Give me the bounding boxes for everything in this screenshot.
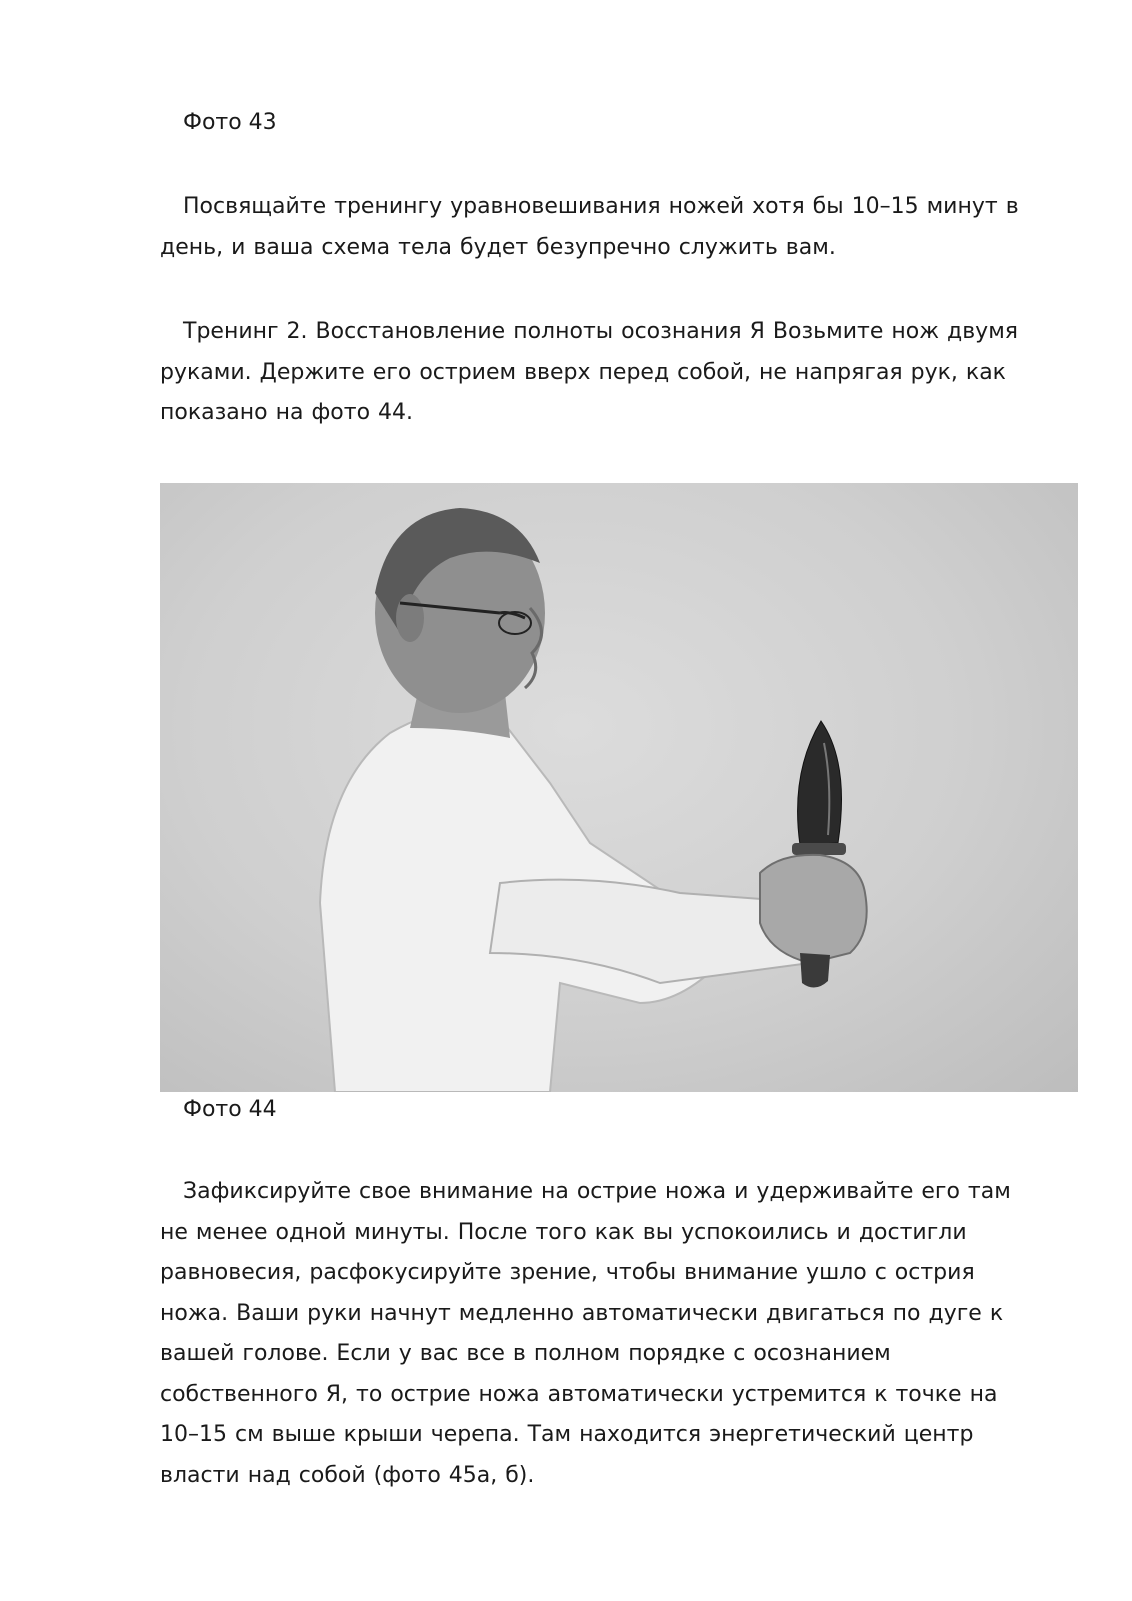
paragraph-training-2: Тренинг 2. Восстановление полноты осознания Я Возьмите нож двумя руками. Держите его острием вверх перед собой, не напрягая рук, как показано на фото 44. <box>160 319 1019 425</box>
paragraph-focus-instructions: Зафиксируйте свое внимание на острие ножа и удерживайте его там не менее одной минуты. После того как вы успокоились и достигли равновесия, расфокусируйте зрение, чтобы внимание ушло с острия ножа. Ваши руки начнут медленно автоматически двигаться по дуге к вашей голове. Если у вас все в полном порядке с осознанием собственного Я, то острие ножа автоматически устремится к точке на 10–15 см выше крыши черепа. Там находится энергетический центр власти над собой (фото 45а, б). <box>160 1179 1011 1488</box>
paragraph-knife-balancing: Посвящайте тренингу уравновешивания ножей хотя бы 10–15 минут в день, и ваша схема тела будет безупречно служить вам. <box>160 194 1019 260</box>
photo-44-image <box>160 483 1078 1092</box>
knife-handle-shape <box>800 953 830 988</box>
knife-guard-shape <box>792 843 846 855</box>
knife-blade-shape <box>798 721 842 845</box>
ear-shape <box>396 594 424 642</box>
hands-shape <box>760 855 867 963</box>
photo-43-caption: Фото 43 <box>183 110 277 135</box>
man-holding-knife-illustration <box>160 483 1078 1092</box>
photo-44-caption: Фото 44 <box>183 1097 277 1122</box>
